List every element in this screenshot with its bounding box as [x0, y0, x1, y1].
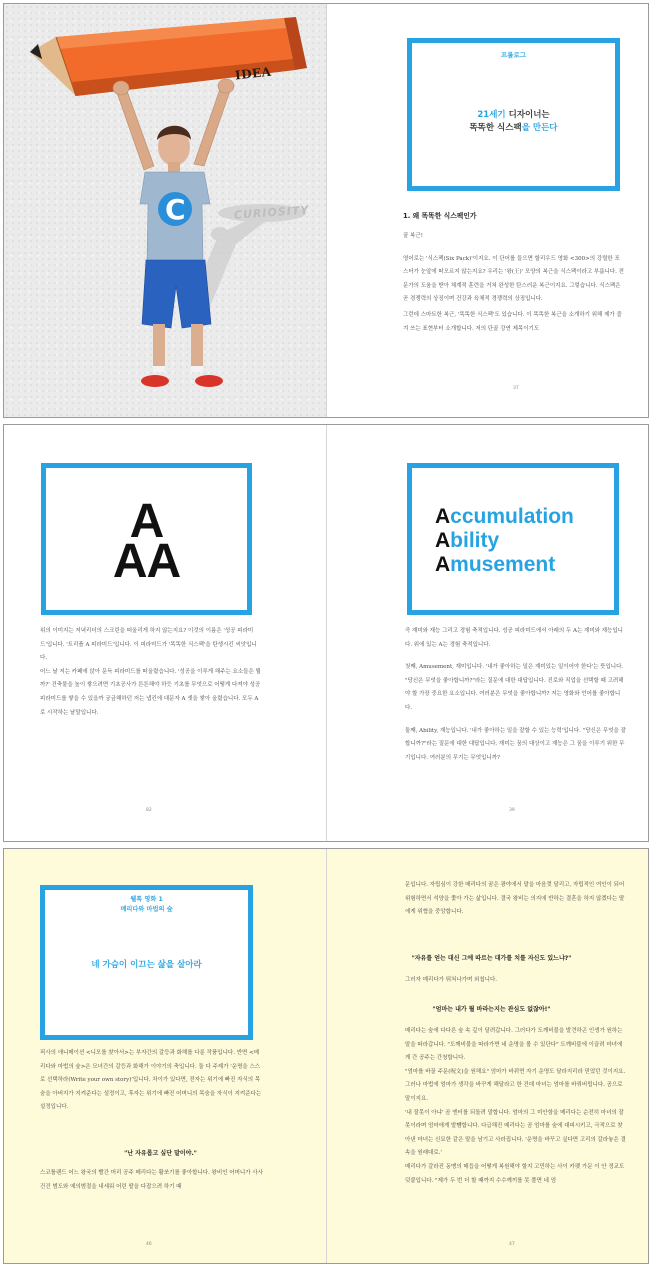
paragraph: 즉 재미와 재능 그리고 경험 축적입니다. 성공 피라미드에서 아래의 두 A는 재미와 재능입니다. 위에 있는 A는 경험 축적입니다. — [405, 628, 623, 648]
page-movie-intro — [4, 849, 327, 1263]
movie-title-box — [40, 885, 253, 1040]
greeting: 꿀 복근! — [403, 233, 423, 239]
story-body — [405, 879, 627, 929]
movie-body — [40, 1047, 264, 1124]
page-number: 82 — [146, 808, 152, 813]
paragraph: 어느 날 저는 카페에 앉아 문득 피라미드를 떠올렸습니다. '성공을 이루게 해주는 요소들은 뭘까?' 건축물을 높이 쌓으려면 기초공사가 튼튼해야 하듯 기초를 무엇으로 어떻게 다져야 성공 피라미드를 쌓을 수 있을까 궁금해하던 저는 냅킨에 대문자 A 셋을 쌓아 올렸습니다. 모두 A로 시작하는 낱말입니다. — [40, 668, 261, 716]
aaa-body — [40, 625, 262, 729]
title-part-b2: 을 만든다 — [521, 123, 558, 133]
movie-name-label: 메리다와 마법의 숲 — [120, 906, 173, 913]
story-body-2 — [405, 1025, 627, 1188]
paragraph: 메리다가 갈라진 동맹의 매듭을 어떻게 복원해야 할지 고민하는 사이 카펫 가문 이 안 정교도 덧붙입니다. "제가 두 번 더 할 때까지 수수께끼를 못 풀면 네 엄 — [405, 1163, 625, 1184]
paragraph: 그러자 메리다가 뛰쳐나가며 외칩니다. — [405, 977, 498, 983]
page-aaa — [4, 425, 327, 841]
page-number: 39 — [509, 808, 515, 813]
pull-quote: "난 자유롭고 싶단 말이야." — [124, 1150, 197, 1157]
title-part-a1: 21세기 — [477, 110, 506, 120]
accumulation-body — [405, 625, 627, 774]
shirt-letter: C — [165, 193, 186, 226]
boy-shorts — [142, 260, 211, 328]
aaa-pyramid-box — [41, 463, 252, 615]
movie-series-label: 웰톡 영화 1 — [130, 896, 163, 903]
aaa-top: A — [129, 495, 164, 548]
pull-quote: "엄마는 내가 뭘 바라는지는 관심도 없잖아!" — [432, 1006, 551, 1013]
paragraph: "엄마를 바꿀 주문(呪文)을 원해요" 엄마가 바뀌면 자기 운명도 달라지리라 믿었던 것이지요. 그러나 마법에 엄마가 생각을 바꾸게 해달라고 한 건데 마녀는 엄마를 바꿔버립니다. 곰으로 말이지요. — [405, 1068, 626, 1102]
page-movie-story — [327, 849, 649, 1263]
pencil-label: IDEA — [234, 64, 273, 83]
page-number: 46 — [146, 1242, 152, 1247]
page-illustration — [4, 4, 327, 417]
shadow-word: CURIOSITY — [233, 203, 310, 222]
accumulation-word: Accumulation — [435, 505, 574, 528]
title-part-a2: 디자이너는 — [505, 110, 550, 120]
prologue-body — [403, 230, 625, 345]
prologue-title — [412, 109, 615, 135]
boy-head — [157, 126, 191, 172]
paragraph: 문입니다. 자립심이 강한 메리다의 꿈은 광야에서 말을 마음껏 달리고, 자립적인 여인이 되어 위험하면서 석양을 쫓아 가는 삶입니다. 결국 왕비는 의지에 반하는 결혼을 하지 않겠다는 딸에게 위협을 중앙합니다. — [405, 882, 625, 916]
spread-pyramid — [3, 424, 649, 842]
title-part-b1: 똑똑한 식스팩 — [469, 123, 522, 133]
paragraph: 그런데 스마트한 복근, '똑똑한 식스팩'도 있습니다. 이 똑똑한 복근을 소개하기 위해 제가 즐겨 쓰는 표현부터 소개합니다. 저의 단골 강연 제목이기도 — [403, 311, 622, 332]
ability-word: Ability — [435, 529, 500, 552]
page-number: 47 — [509, 1242, 515, 1247]
pull-quote: "자유를 얻는 대신 그에 따르는 대가를 치를 자신도 있느냐?" — [411, 955, 572, 962]
movie-title: 네 가슴이 이끄는 삶을 살아라 — [91, 960, 202, 970]
page-accumulation — [327, 425, 649, 841]
spread-movie — [3, 848, 649, 1264]
spread-prologue — [3, 3, 649, 418]
section-heading: 1. 왜 똑똑한 식스팩인가 — [403, 212, 477, 220]
paragraph: 스코틀랜드 어느 왕국의 빨간 머리 공주 메리다는 활쏘기를 좋아합니다. 왕비인 어머니가 사사건건 범도와 예의범절을 내세워 어린 딸을 다잡으려 하기 때 — [40, 1170, 263, 1190]
paragraph: 픽사의 애니메이션 <니모를 찾아서>는 부자간의 갈등과 화해를 다룬 작품입니다. 반면 <메리다와 마법의 숲>은 모녀간의 갈등과 화해가 이야기의 축입니다. 둘 다 주제가 '운명을 스스로 선택하라(Write your own story)'입니다. 차이가 있다면, 전자는 위기에 빠진 자식의 목숨을 아버지가 지켜준다는 설정이고, 후자는 위기에 빠진 어머니의 목숨을 자식이 지켜준다는 설정입니다. — [40, 1050, 262, 1111]
paragraph: 둘째, Ability, 재능입니다. '내가 좋아하는 일을 잘할 수 있는 능력'입니다. "당신은 무엇을 잘합니까?"라는 질문에 대한 대답입니다. 재미는 꿈의 대상이고 재능은 그 꿈을 이루기 위한 무기입니다. 여러분의 무기는 무엇입니까? — [405, 727, 626, 761]
prologue-label: 프롤로그 — [500, 51, 527, 59]
paragraph: 메리다는 숲에 다다른 숲 속 깊이 달려갑니다. 그러다가 도깨비불을 발견하곤 인생가 원하는 말을 따라갑니다. "도깨비불을 따라가면 네 운명을 볼 수 있단다" 도깨비불에 이끌려 마녀에게 간 공주는 간청합니다. — [405, 1028, 623, 1062]
paragraph: 위의 이미지는 저녁리더의 스크린을 떠올리게 하지 않는지요? 이것의 이름은 '성공 피라미드'입니다. '트리플 A 피라미드'입니다. 이 피라미드가 '똑똑한 식스팩'을 탄생시킨 씨앗입니다. — [40, 628, 257, 662]
movie-body-2 — [40, 1167, 264, 1203]
boy-shoes — [141, 375, 223, 387]
giant-pencil — [30, 17, 307, 96]
boy-legs — [153, 324, 203, 372]
paragraph: 영어로는 '식스팩(Six Pack)'이지요. 이 단어를 들으면 할리우드 영화 <300>의 강렬한 포스터가 눈앞에 떠오르지 않는지요? 우리는 '왕(王)' 모양의 복근을 식스팩이라고 부릅니다. 전문가의 도움을 받아 체계적 훈련을 거쳐 완성한 탄스러운 복근이지요. 그렇습니다. 식스팩은 곧 경쟁력의 상징이며 건강과 육체적 경쟁력의 상징입니다. — [403, 255, 624, 303]
movie-label — [45, 895, 248, 915]
accumulation-box — [407, 463, 619, 615]
page-prologue — [327, 4, 649, 417]
pencil-kid-illustration — [4, 4, 327, 418]
aaa-bottom: AA — [112, 535, 181, 588]
paragraph: '내 잘못이 아냐' 곰 엔터를 되돌려 말합니다. 엄마의 그 미안함을 메리다는 순전히 마녀의 잘못이라며 엄마에게 발뺌합니다. 다급해진 메리다는 곰 엄마를 숲에 대피시키고, 극적으로 찾아낸 마녀는 신묘한 같은 말을 남기고 사라집니다. '운명을 바꾸고 싶다면 고리의 갈라놓은 결속을 원래대로.' — [405, 1109, 626, 1157]
amusement-word: Amusement — [435, 553, 556, 576]
paragraph: 첫째, Amusement, 재미입니다. '내가 좋아하는 일은 재미있는 일이어야 한다'는 뜻입니다. "당신은 무엇을 좋아합니까?"라는 질문에 대한 대답입니다. 진로와 직업을 선택할 때 고려해야 할 가장 중요한 요소입니다. 여러분은 무엇을 좋아합니까? 저는 영화와 언어를 좋아합니다. — [405, 664, 624, 711]
prologue-title-box — [407, 38, 620, 191]
story-mid-line — [405, 974, 627, 997]
page-number: 37 — [513, 386, 519, 391]
